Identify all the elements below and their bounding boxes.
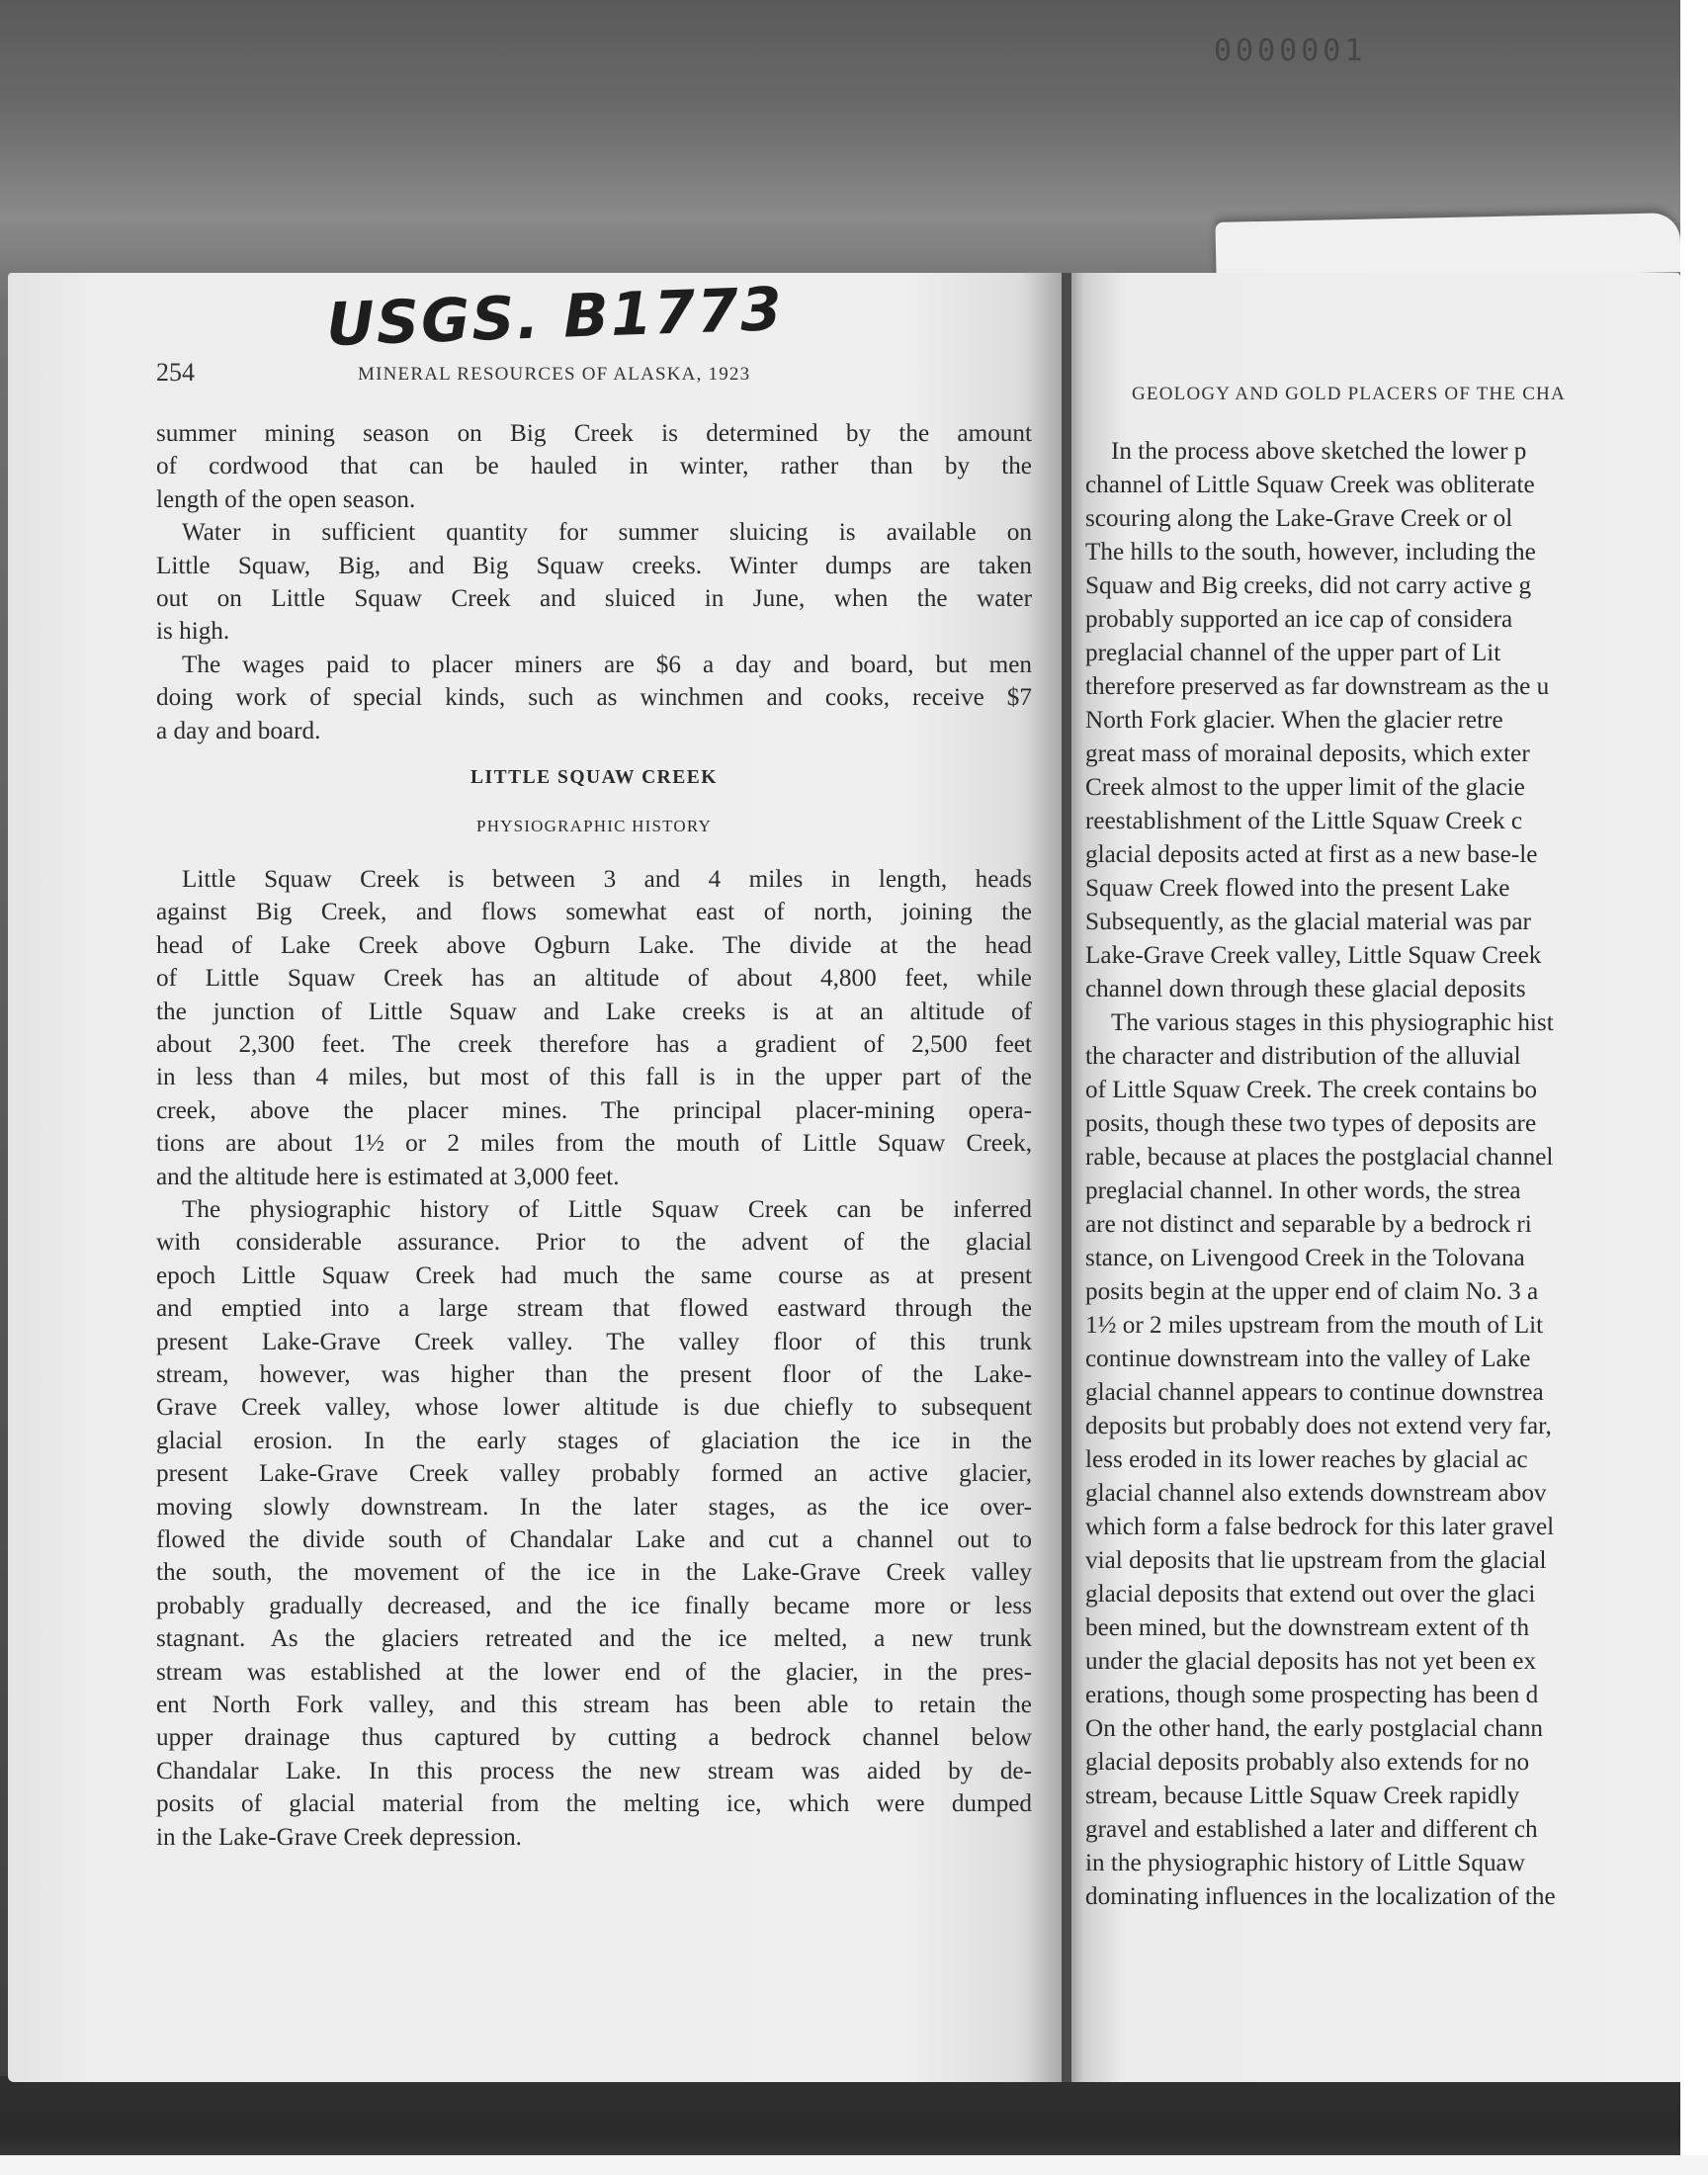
text-line: stream was established at the lower end of the glacier, in the pres-	[156, 1658, 1032, 1686]
text-line: Water in sufficient quantity for summer sluicing is available on	[182, 519, 1032, 547]
text-line: in the Lake-Grave Creek depression.	[156, 1823, 522, 1851]
text-line: The hills to the south, however, including the	[1085, 539, 1536, 566]
text-line: about 2,300 feet. The creek therefore has a gradient of 2,500 feet	[156, 1030, 1032, 1058]
text-line: against Big Creek, and flows somewhat east of north, joining the	[156, 899, 1032, 926]
text-line: glacial channel appears to continue downstrea	[1085, 1379, 1544, 1406]
text-line: out on Little Squaw Creek and sluiced in June, when the water	[156, 585, 1032, 613]
text-line: in the physiographic history of Little Squaw	[1085, 1850, 1525, 1876]
text-line: of Little Squaw Creek. The creek contains bo	[1085, 1077, 1537, 1103]
text-line: under the glacial deposits has not yet been ex	[1085, 1648, 1537, 1675]
text-line: stream, because Little Squaw Creek rapidly	[1085, 1783, 1520, 1809]
text-line: which form a false bedrock for this later gravel	[1085, 1514, 1555, 1540]
text-line: present Lake-Grave Creek valley. The valley floor of this trunk	[156, 1328, 1032, 1355]
book-gutter	[1062, 273, 1071, 2082]
handwritten-annotation: USGS. B1773	[324, 274, 785, 361]
text-line: Grave Creek valley, whose lower altitude is due chiefly to subsequent	[156, 1394, 1032, 1422]
text-line: and the altitude here is estimated at 3,000 feet.	[156, 1163, 620, 1190]
text-line: Subsequently, as the glacial material was par	[1085, 909, 1531, 935]
text-line: posits begin at the upper end of claim No. 3 a	[1085, 1278, 1539, 1305]
text-line: 1½ or 2 miles upstream from the mouth of Lit	[1085, 1312, 1544, 1339]
text-line: posits, though these two types of deposits are	[1085, 1110, 1537, 1137]
text-line: less eroded in its lower reaches by glacial ac	[1085, 1446, 1528, 1473]
right-running-head: GEOLOGY AND GOLD PLACERS OF THE CHA	[1132, 384, 1566, 404]
scan-bottom-margin	[0, 2155, 1708, 2175]
text-line: ent North Fork valley, and this stream has been able to retain the	[156, 1692, 1032, 1719]
text-line: glacial deposits probably also extends for no	[1085, 1749, 1530, 1776]
text-line: Squaw and Big creeks, did not carry active g	[1085, 572, 1532, 599]
text-line: The various stages in this physiographic hist	[1111, 1009, 1554, 1036]
text-line: The physiographic history of Little Squaw Creek can be inferred	[182, 1195, 1032, 1223]
text-line: doing work of special kinds, such as winchmen and cooks, receive $7	[156, 684, 1032, 712]
text-line: stream, however, was higher than the present floor of the Lake-	[156, 1360, 1032, 1388]
text-line: rable, because at places the postglacial channel	[1085, 1144, 1554, 1171]
text-line: head of Lake Creek above Ogburn Lake. The divide at the head	[156, 931, 1032, 959]
text-line: gravel and established a later and different ch	[1085, 1816, 1538, 1843]
text-line: the junction of Little Squaw and Lake creeks is at an altitude of	[156, 998, 1032, 1025]
text-line: great mass of morainal deposits, which exter	[1085, 740, 1530, 767]
text-line: The wages paid to placer miners are $6 a day and board, but men	[182, 651, 1032, 678]
text-line: summer mining season on Big Creek is determined by the amount	[156, 420, 1032, 447]
right-text-column	[1085, 435, 1680, 1914]
text-line: glacial deposits acted at first as a new base-le	[1085, 841, 1538, 868]
text-line: In the process above sketched the lower p	[1111, 438, 1527, 465]
text-line: glacial deposits that extend out over the glaci	[1085, 1581, 1536, 1608]
text-line: glacial channel also extends downstream abov	[1085, 1480, 1547, 1507]
text-line: probably supported an ice cap of considera	[1085, 606, 1513, 633]
text-line: Lake-Grave Creek valley, Little Squaw Creek	[1085, 942, 1542, 969]
text-line: moving slowly downstream. In the later stages, as the ice over-	[156, 1493, 1032, 1521]
text-line: Little Squaw, Big, and Big Squaw creeks. Winter dumps are taken	[156, 552, 1032, 579]
text-line: of cordwood that can be hauled in winter, rather than by the	[156, 453, 1032, 480]
text-line: posits of glacial material from the melting ice, which were dumped	[156, 1790, 1032, 1818]
text-line: stance, on Livengood Creek in the Tolovana	[1085, 1245, 1525, 1271]
text-line: deposits but probably does not extend very far,	[1085, 1413, 1552, 1439]
text-line: creek, above the placer mines. The principal placer-mining opera-	[156, 1096, 1032, 1124]
text-line: the character and distribution of the alluvial	[1085, 1043, 1521, 1070]
text-line: scouring along the Lake-Grave Creek or ol	[1085, 505, 1513, 532]
text-line: is high.	[156, 618, 230, 646]
text-line: upper drainage thus captured by cutting a bedrock channel below	[156, 1724, 1032, 1752]
text-line: therefore preserved as far downstream as the u	[1085, 673, 1550, 700]
text-line: glacial erosion. In the early stages of glaciation the ice in the	[156, 1427, 1032, 1454]
text-line: with considerable assurance. Prior to the advent of the glacial	[156, 1229, 1032, 1257]
text-line: present Lake-Grave Creek valley probably formed an active glacier,	[156, 1460, 1032, 1488]
text-line: tions are about 1½ or 2 miles from the mouth of Little Squaw Creek,	[156, 1130, 1032, 1158]
torn-page-edge	[1215, 213, 1680, 282]
text-line: epoch Little Squaw Creek had much the same course as at present	[156, 1262, 1032, 1289]
page-number: 254	[156, 358, 195, 387]
scan-right-margin	[1680, 0, 1708, 2175]
document-stamp-number: 0000001	[1214, 34, 1367, 68]
text-line: been mined, but the downstream extent of th	[1085, 1614, 1530, 1641]
text-line: vial deposits that lie upstream from the glacial	[1085, 1547, 1547, 1574]
text-line: erations, though some prospecting has been d	[1085, 1682, 1539, 1708]
text-line: reestablishment of the Little Squaw Creek c	[1085, 808, 1523, 834]
text-line: the south, the movement of the ice in the Lake-Grave Creek valley	[156, 1559, 1032, 1587]
text-line: are not distinct and separable by a bedrock ri	[1085, 1211, 1532, 1238]
left-running-head: MINERAL RESOURCES OF ALASKA, 1923	[358, 364, 751, 385]
text-line: dominating influences in the localization of the	[1085, 1883, 1556, 1910]
text-line: of Little Squaw Creek has an altitude of about 4,800 feet, while	[156, 965, 1032, 993]
text-line: Chandalar Lake. In this process the new stream was aided by de-	[156, 1757, 1032, 1784]
text-line: stagnant. As the glaciers retreated and the ice melted, a new trunk	[156, 1625, 1032, 1653]
text-line: Creek almost to the upper limit of the glacie	[1085, 774, 1525, 801]
text-line: flowed the divide south of Chandalar Lake and cut a channel out to	[156, 1526, 1032, 1553]
text-line: continue downstream into the valley of Lake	[1085, 1346, 1531, 1372]
text-line: preglacial channel of the upper part of Lit	[1085, 640, 1501, 666]
text-line: North Fork glacier. When the glacier retre	[1085, 707, 1503, 734]
section-heading: LITTLE SQUAW CREEK	[470, 767, 718, 789]
text-line: in less than 4 miles, but most of this fall is in the upper part of the	[156, 1064, 1032, 1091]
text-line: Little Squaw Creek is between 3 and 4 miles in length, heads	[182, 865, 1032, 893]
left-text-column	[156, 417, 1032, 1854]
text-line: Squaw Creek flowed into the present Lake	[1085, 875, 1510, 902]
text-line: probably gradually decreased, and the ice finally became more or less	[156, 1592, 1032, 1619]
text-line: channel down through these glacial deposits	[1085, 976, 1526, 1002]
text-line: length of the open season.	[156, 485, 416, 513]
text-line: preglacial channel. In other words, the strea	[1085, 1177, 1521, 1204]
subsection-heading: PHYSIOGRAPHIC HISTORY	[476, 817, 712, 836]
text-line: a day and board.	[156, 717, 321, 744]
text-line: On the other hand, the early postglacial chann	[1085, 1715, 1544, 1742]
text-line: and emptied into a large stream that flowed eastward through the	[156, 1295, 1032, 1323]
text-line: channel of Little Squaw Creek was obliterate	[1085, 472, 1535, 498]
